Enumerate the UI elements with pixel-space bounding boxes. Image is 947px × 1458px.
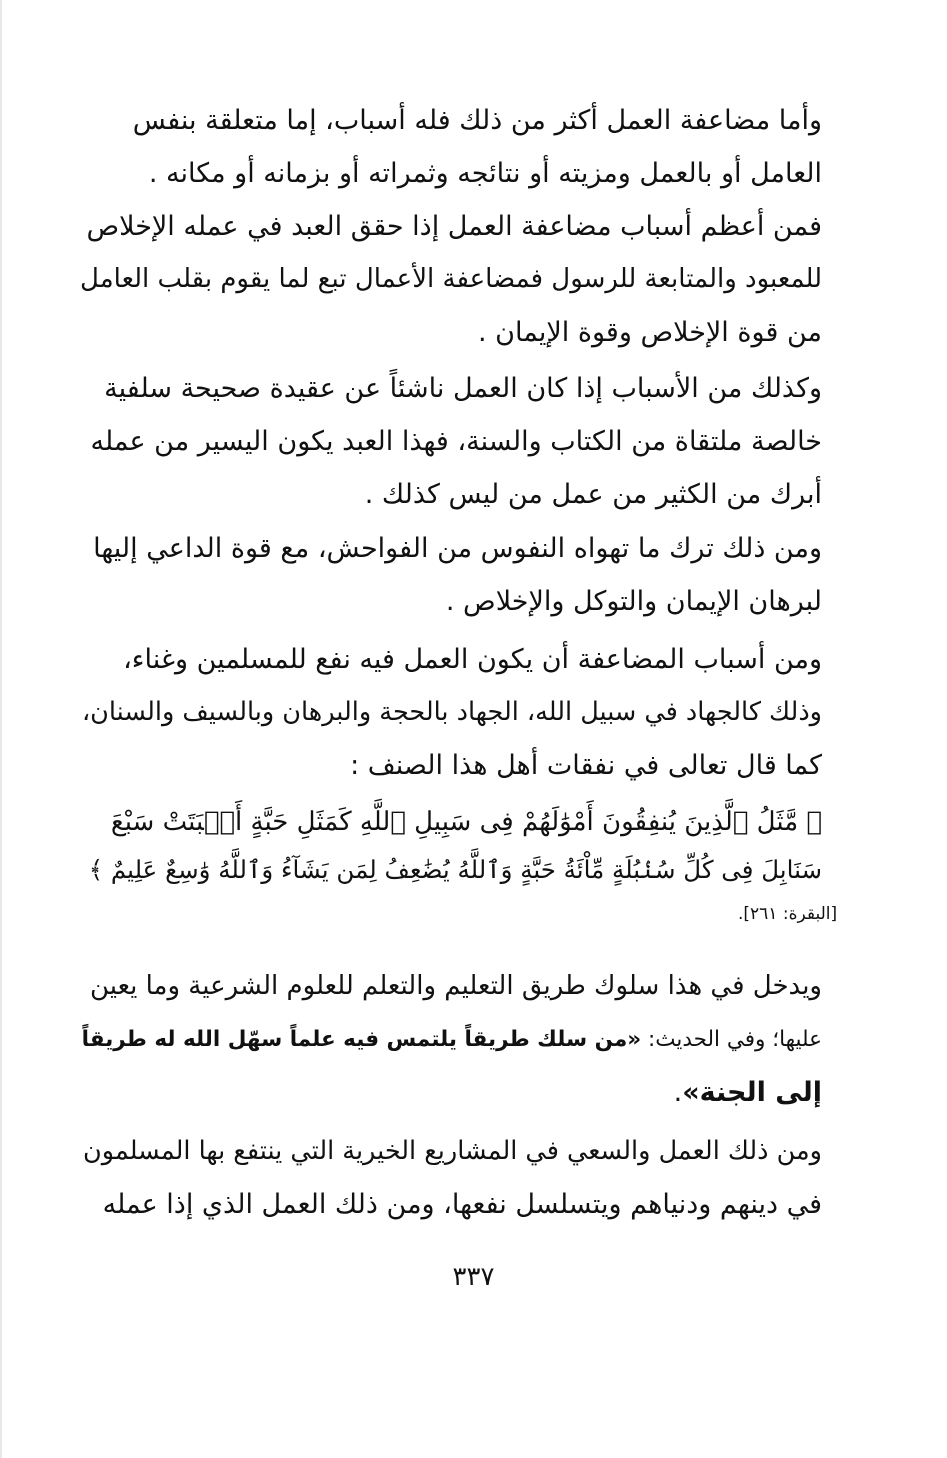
text-line: أبرك من الكثير من عمل من ليس كذلك . [364,479,822,510]
paragraph-sound-creed [78,362,822,521]
text-line: في دينهم ودنياهم ويتسلسل نفعها، ومن ذلك العمل الذي إذا عمله [102,1189,822,1220]
text-line-with-hadith [78,1066,822,1119]
text-line: العامل أو بالعمل ومزيته أو نتائجه وثمراته أو بزمانه أو مكانه . [148,158,822,189]
page-number: ٣٣٧ [452,1262,495,1292]
verse-reference: [البقرة: ٢٦١]. [738,904,838,924]
text-fragment: عليها؛ وفي الحديث: [641,1027,822,1052]
text-line: من قوة الإخلاص وقوة الإيمان . [478,317,822,348]
paragraph-multiplication-reasons [78,94,822,200]
text-line: خالصة ملتقاة من الكتاب والسنة، فهذا العبد يكون اليسير من عمله [90,426,822,457]
paragraph-charitable-projects [78,1125,822,1231]
hadith-quote-end: إلى الجنة» [682,1077,822,1108]
paragraph-sincerity [78,200,822,359]
text-line: ومن ذلك ترك ما تهواه النفوس من الفواحش، مع قوة الداعي إليها [93,533,822,564]
text-line: فمن أعظم أسباب مضاعفة العمل إذا حقق العبد في عمله الإخلاص [86,211,822,242]
text-line: كما قال تعالى في نفقات أهل هذا الصنف : [350,750,822,781]
paragraph-seeking-knowledge [78,960,822,1119]
verse-line: سَنَابِلَ فِى كُلِّ سُنۢبُلَةٍ مِّاْئَةُ حَبَّةٍ وَٱللَّهُ يُضَٰعِفُ لِمَن يَشَآءُ وَٱللَّهُ وَٰسِعٌ عَلِيمٌ ﴾ [88,855,822,884]
text-line: للمعبود والمتابعة للرسول فمضاعفة الأعمال تبع لما يقوم بقلب العامل [80,264,822,294]
text-line: وذلك كالجهاد في سبيل الله، الجهاد بالحجة والبرهان وبالسيف والسنان، [81,697,822,727]
text-line: ومن أسباب المضاعفة أن يكون العمل فيه نفع للمسلمين وغناء، [123,644,822,675]
scan-edge [0,0,2,1458]
text-line: ويدخل في هذا سلوك طريق التعليم والتعلم للعلوم الشرعية وما يعين [89,971,822,1001]
hadith-quote: «من سلك طريقاً يلتمس فيه علماً سهّل الله له طريقاً [81,1027,642,1052]
verse-line: ﴿ مَّثَلُ ٱلَّذِينَ يُنفِقُونَ أَمْوَٰلَهُمْ فِى سَبِيلِ ٱللَّهِ كَمَثَلِ حَبَّةٍ أَنۢبَتَتْ سَبْعَ [110,807,822,837]
text-fragment: . [673,1077,683,1108]
paragraph-benefit-to-muslims [78,633,822,792]
paragraph-abandoning-desires [78,522,822,628]
text-line: وأما مضاعفة العمل أكثر من ذلك فله أسباب، إما متعلقة بنفس [132,105,822,136]
text-line: وكذلك من الأسباب إذا كان العمل ناشئاً عن عقيدة صحيحة سلفية [104,373,822,404]
quran-verse [78,798,822,894]
text-line: ومن ذلك العمل والسعي في المشاريع الخيرية التي ينتفع بها المسلمون [83,1136,822,1166]
text-line-with-hadith [78,1013,822,1066]
text-line: لبرهان الإيمان والتوكل والإخلاص . [445,586,822,617]
